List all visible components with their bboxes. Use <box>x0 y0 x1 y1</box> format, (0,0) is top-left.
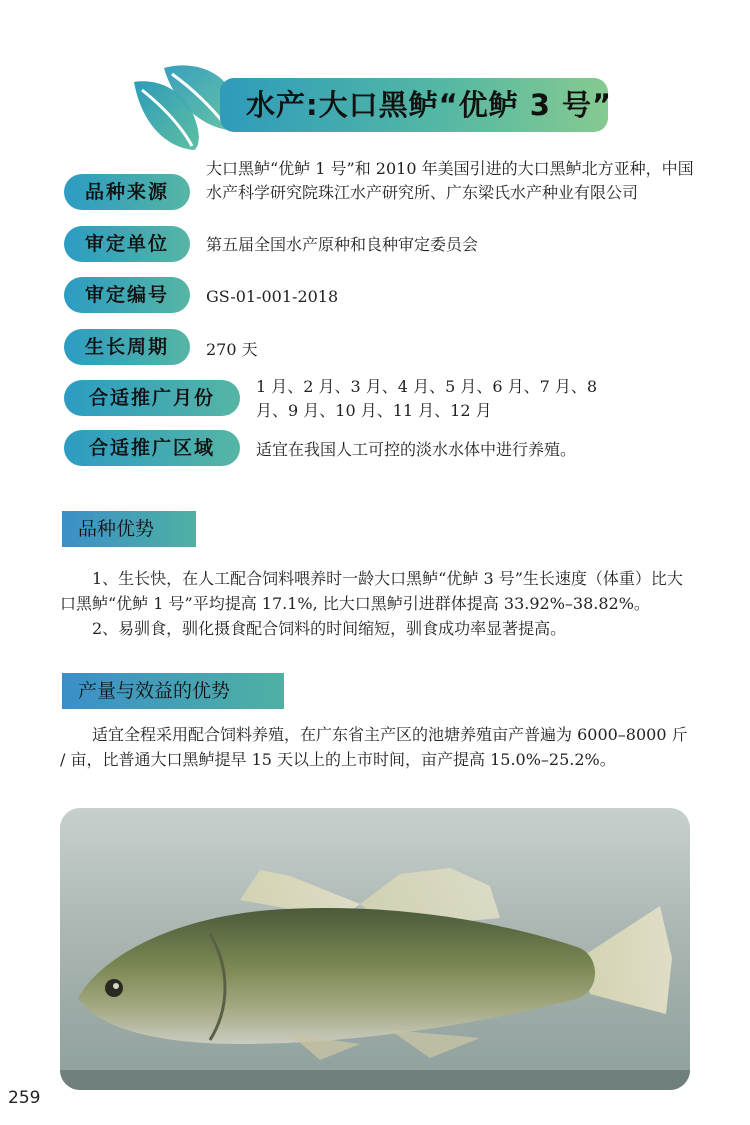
fish-illustration <box>60 808 690 1090</box>
section-heading-yield: 产量与效益的优势 <box>62 673 284 709</box>
label-growth-cycle: 生长周期 <box>64 329 190 365</box>
section-body-yield <box>60 722 692 772</box>
label-promotion-months: 合适推广月份 <box>64 380 240 416</box>
label-promotion-region: 合适推广区域 <box>64 430 240 466</box>
value-source: 大口黑鲈“优鲈 1 号”和 2010 年美国引进的大口黑鲈北方亚种，中国水产科学研究院珠江水产研究所、广东梁氏水产种业有限公司 <box>206 159 694 202</box>
label-approval-number: 审定编号 <box>64 277 190 313</box>
label-approval-unit: 审定单位 <box>64 226 190 262</box>
paragraph: 1、生长快，在人工配合饲料喂养时一龄大口黑鲈“优鲈 3 号”生长速度（体重）比大口黑鲈“优鲈 1 号”平均提高 17.1%, 比大口黑鲈引进群体提高 33.92%–38.82%。 <box>60 569 683 613</box>
section-body-advantages <box>60 566 692 641</box>
paragraph: 2、易驯食，驯化摄食配合饲料的时间缩短，驯食成功率显著提高。 <box>92 619 567 638</box>
page-number: 259 <box>8 1088 41 1108</box>
fish-photo <box>60 808 690 1090</box>
value-promotion-months: 1 月、2 月、3 月、4 月、5 月、6 月、7 月、8 月、9 月、10 月、11 月、12 月 <box>256 377 598 420</box>
value-approval-number: GS-01-001-2018 <box>206 287 339 306</box>
section-heading-advantages: 品种优势 <box>62 511 196 547</box>
value-approval-unit: 第五届全国水产原种和良种审定委员会 <box>206 235 479 254</box>
page-title: 水产:大口黑鲈“优鲈 3 号” <box>246 88 613 122</box>
title-banner <box>128 60 613 152</box>
value-growth-cycle: 270 天 <box>206 340 258 359</box>
paragraph: 适宜全程采用配合饲料养殖，在广东省主产区的池塘养殖亩产普遍为 6000–8000 斤 / 亩，比普通大口黑鲈提早 15 天以上的上市时间，亩产提高 15.0%–25.2%。 <box>60 725 688 769</box>
label-source: 品种来源 <box>64 174 190 210</box>
value-promotion-region: 适宜在我国人工可控的淡水水体中进行养殖。 <box>256 440 577 459</box>
